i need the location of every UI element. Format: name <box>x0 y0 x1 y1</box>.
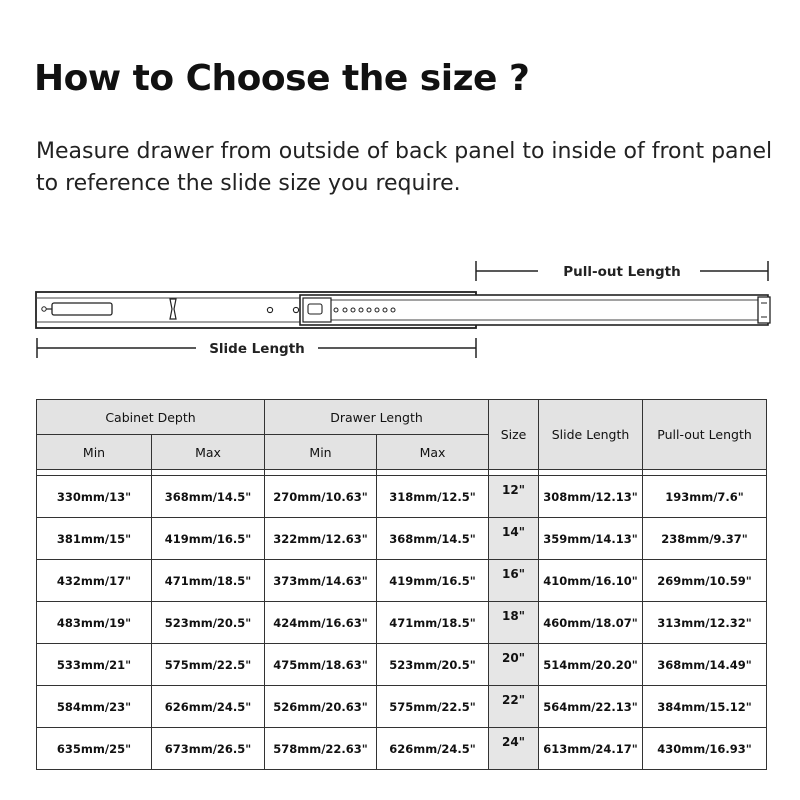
pullout-length-cell: 313mm/12.32" <box>643 602 767 644</box>
size-cell: 22" <box>489 686 539 728</box>
cabinet-max-cell: 575mm/22.5" <box>152 644 265 686</box>
drawer-min-cell: 424mm/16.63" <box>265 602 377 644</box>
size-chart-table <box>36 399 767 770</box>
size-cell: 12" <box>489 476 539 518</box>
cabinet-min-cell: 483mm/19" <box>37 602 152 644</box>
cabinet-min-cell: 330mm/13" <box>37 476 152 518</box>
drawer-min-cell: 578mm/22.63" <box>265 728 377 770</box>
drawer-min-cell: 322mm/12.63" <box>265 518 377 560</box>
cabinet-min-header: Min <box>37 435 152 470</box>
drawer-length-header: Drawer Length <box>265 400 489 435</box>
cabinet-min-cell: 381mm/15" <box>37 518 152 560</box>
drawer-max-cell: 318mm/12.5" <box>377 476 489 518</box>
table-row <box>37 560 767 602</box>
cabinet-min-cell: 432mm/17" <box>37 560 152 602</box>
cabinet-min-cell: 533mm/21" <box>37 644 152 686</box>
cabinet-max-cell: 673mm/26.5" <box>152 728 265 770</box>
table-row <box>37 602 767 644</box>
table-row <box>37 644 767 686</box>
table-row <box>37 728 767 770</box>
cabinet-max-cell: 419mm/16.5" <box>152 518 265 560</box>
pullout-length-cell: 269mm/10.59" <box>643 560 767 602</box>
drawer-min-cell: 373mm/14.63" <box>265 560 377 602</box>
pullout-length-cell: 384mm/15.12" <box>643 686 767 728</box>
pullout-length-header: Pull-out Length <box>643 400 767 470</box>
drawer-max-cell: 368mm/14.5" <box>377 518 489 560</box>
drawer-min-cell: 475mm/18.63" <box>265 644 377 686</box>
cabinet-min-cell: 584mm/23" <box>37 686 152 728</box>
size-header: Size <box>489 400 539 470</box>
table-row <box>37 476 767 518</box>
cabinet-max-header: Max <box>152 435 265 470</box>
cabinet-max-cell: 368mm/14.5" <box>152 476 265 518</box>
drawer-min-cell: 526mm/20.63" <box>265 686 377 728</box>
size-cell: 18" <box>489 602 539 644</box>
drawer-max-cell: 575mm/22.5" <box>377 686 489 728</box>
pullout-dimension <box>476 261 768 281</box>
drawer-max-cell: 419mm/16.5" <box>377 560 489 602</box>
slide-length-cell: 460mm/18.07" <box>539 602 643 644</box>
slide-length-label: Slide Length <box>209 341 305 357</box>
drawer-max-header: Max <box>377 435 489 470</box>
page-title: How to Choose the size ? <box>34 58 530 99</box>
slide-length-cell: 410mm/16.10" <box>539 560 643 602</box>
drawer-min-cell: 270mm/10.63" <box>265 476 377 518</box>
size-cell: 24" <box>489 728 539 770</box>
pullout-length-cell: 368mm/14.49" <box>643 644 767 686</box>
cabinet-max-cell: 523mm/20.5" <box>152 602 265 644</box>
drawer-slide-diagram <box>0 255 800 365</box>
size-cell: 16" <box>489 560 539 602</box>
drawer-slide-rail <box>36 292 770 328</box>
instructions-text: Measure drawer from outside of back panel to inside of front panel to reference the slide size you require. <box>36 139 773 196</box>
size-cell: 14" <box>489 518 539 560</box>
drawer-max-cell: 626mm/24.5" <box>377 728 489 770</box>
pullout-length-cell: 193mm/7.6" <box>643 476 767 518</box>
pullout-length-cell: 238mm/9.37" <box>643 518 767 560</box>
slide-length-cell: 613mm/24.17" <box>539 728 643 770</box>
drawer-max-cell: 523mm/20.5" <box>377 644 489 686</box>
pullout-length-cell: 430mm/16.93" <box>643 728 767 770</box>
drawer-max-cell: 471mm/18.5" <box>377 602 489 644</box>
table-row <box>37 686 767 728</box>
cabinet-max-cell: 626mm/24.5" <box>152 686 265 728</box>
table-row <box>37 518 767 560</box>
pullout-length-label: Pull-out Length <box>563 264 681 280</box>
size-cell: 20" <box>489 644 539 686</box>
slide-length-cell: 564mm/22.13" <box>539 686 643 728</box>
slide-length-cell: 308mm/12.13" <box>539 476 643 518</box>
slide-length-cell: 359mm/14.13" <box>539 518 643 560</box>
drawer-min-header: Min <box>265 435 377 470</box>
slide-length-dimension <box>37 338 476 358</box>
slide-length-header: Slide Length <box>539 400 643 470</box>
size-chart-body <box>37 476 767 770</box>
cabinet-max-cell: 471mm/18.5" <box>152 560 265 602</box>
cabinet-depth-header: Cabinet Depth <box>37 400 265 435</box>
cabinet-min-cell: 635mm/25" <box>37 728 152 770</box>
slide-length-cell: 514mm/20.20" <box>539 644 643 686</box>
